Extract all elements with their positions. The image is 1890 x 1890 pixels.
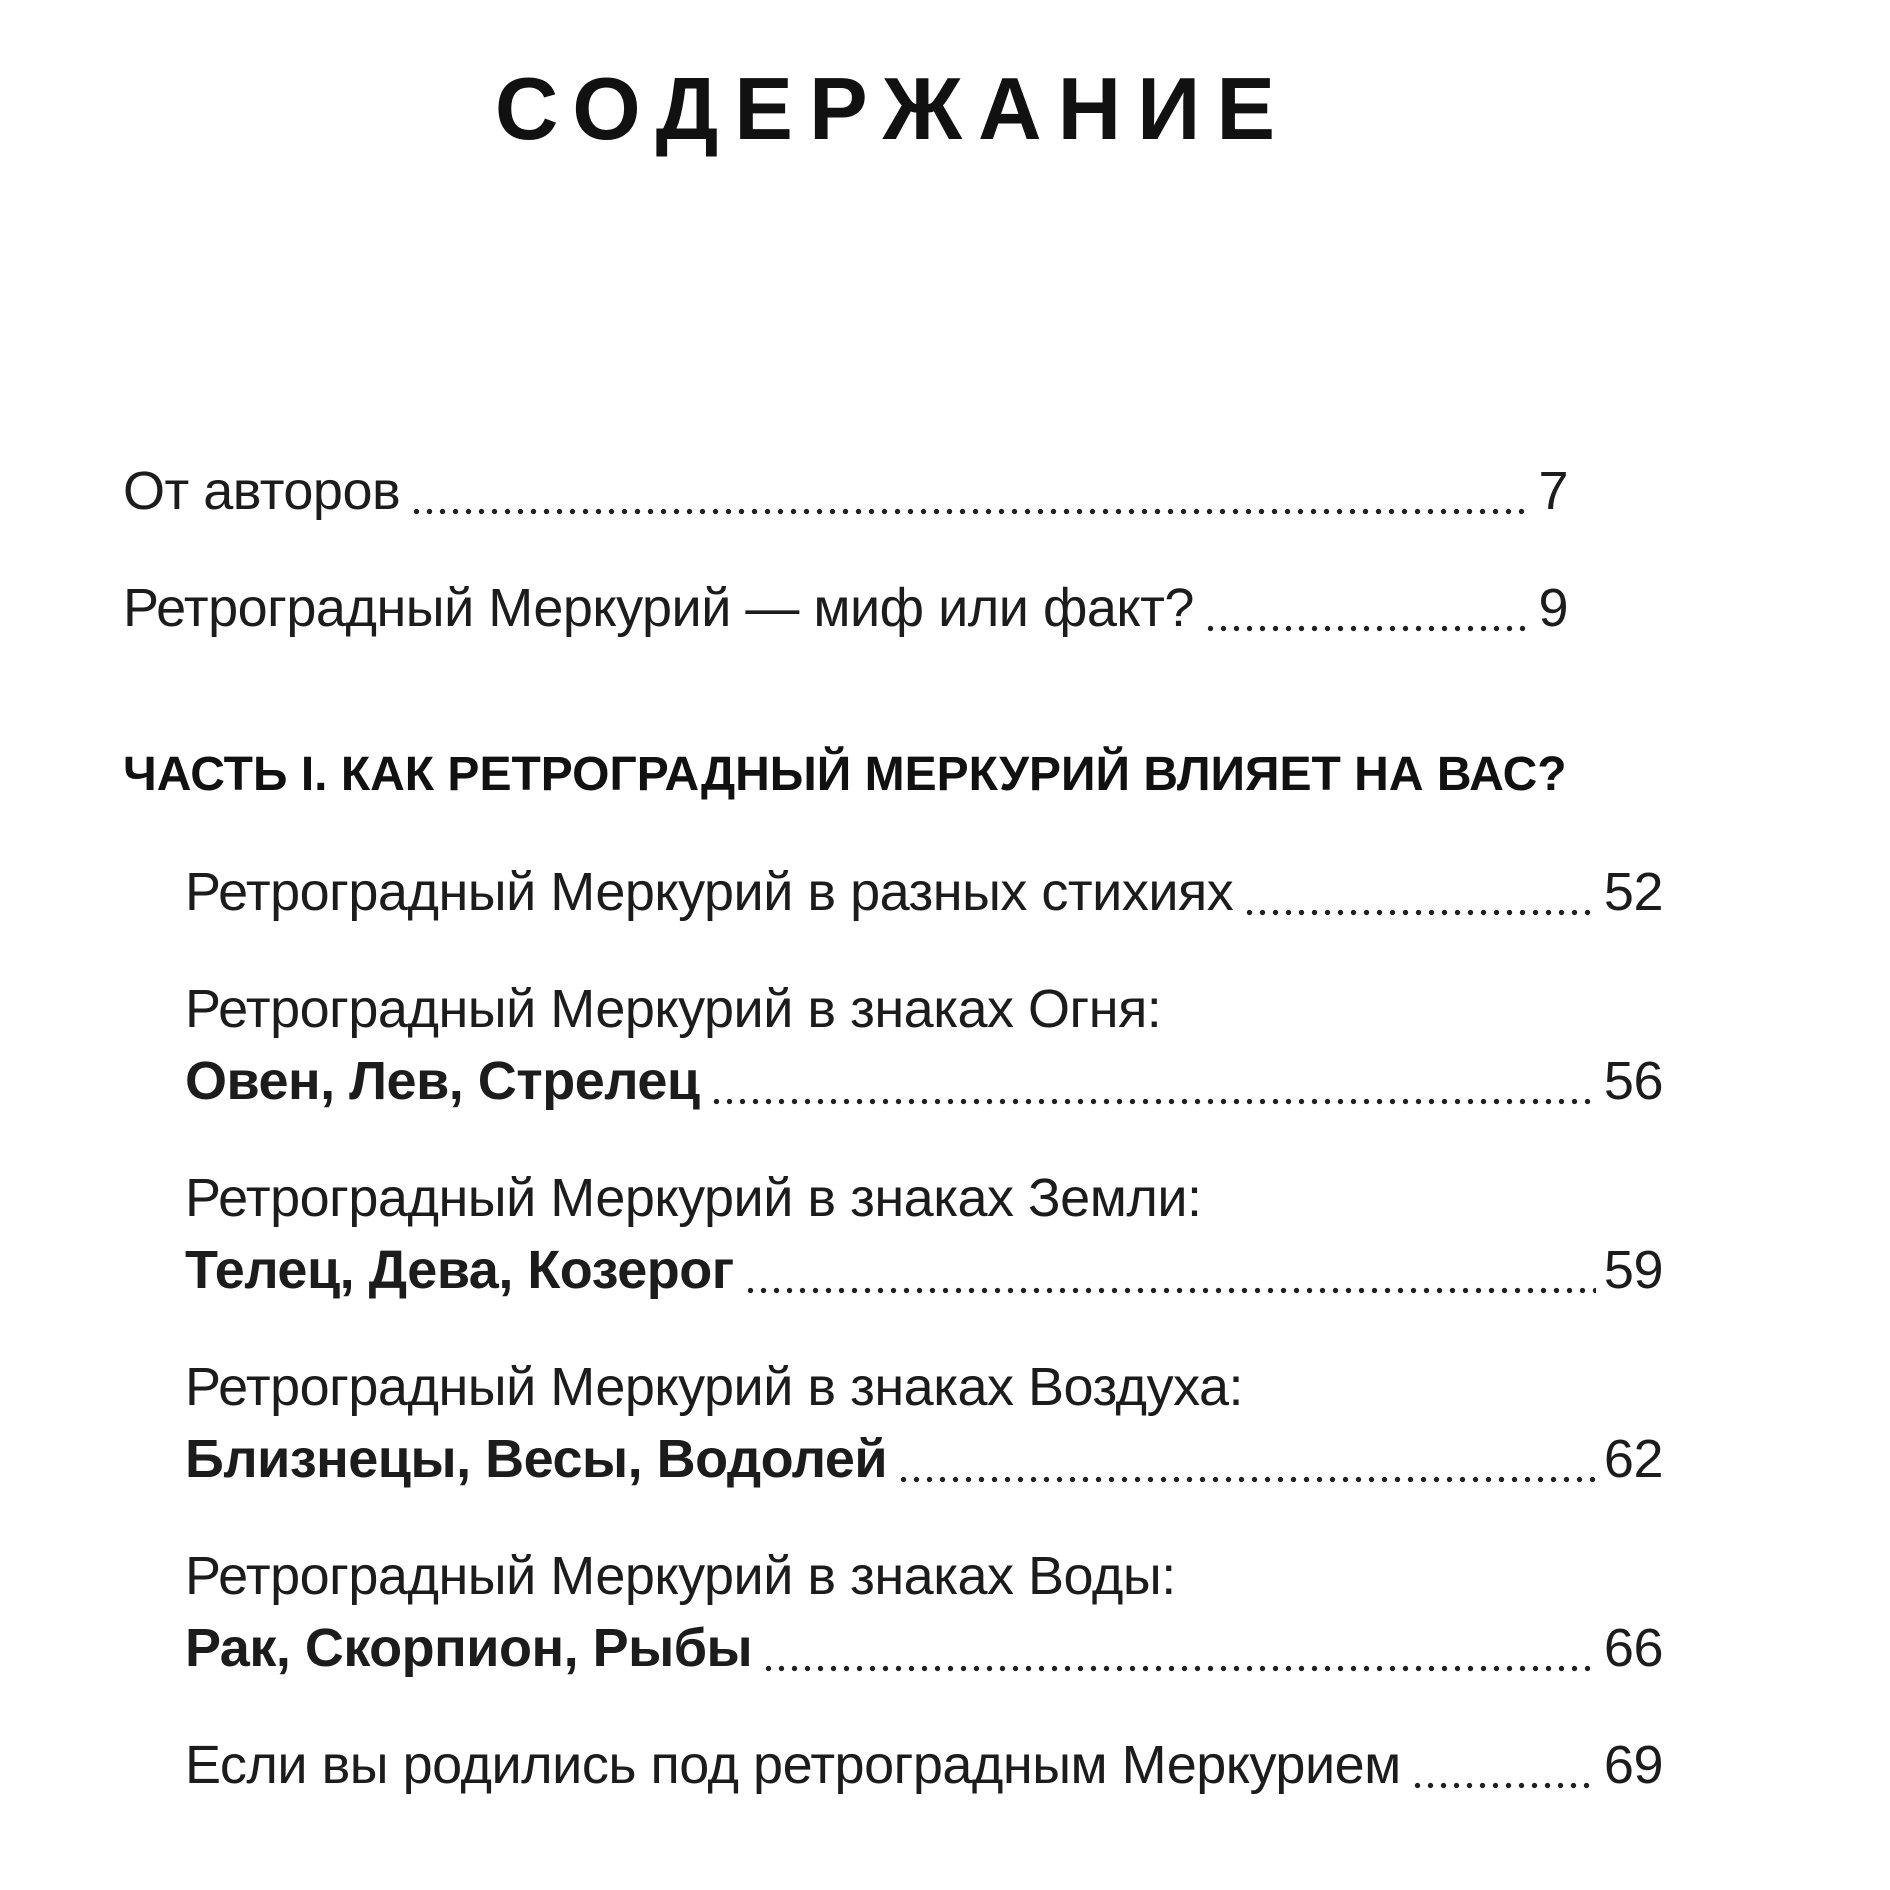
toc-entry-row	[185, 1045, 1663, 1117]
toc-entry	[185, 1162, 1663, 1306]
entry-label: Рак, Скорпион, Рыбы	[185, 1618, 753, 1678]
dotted-leader	[1243, 856, 1596, 928]
entry-label: Ретроградный Меркурий — миф или факт?	[123, 578, 1194, 638]
entry-label: Если вы родились под ретроградным Меркурием	[185, 1735, 1401, 1795]
entry-label: Телец, Дева, Козерог	[185, 1240, 734, 1300]
toc-entry	[123, 455, 1663, 527]
toc-entry	[185, 1729, 1663, 1801]
entry-label: Близнецы, Весы, Водолей	[185, 1429, 888, 1489]
page-number: 52	[1603, 862, 1663, 922]
toc-entry-row	[185, 1423, 1663, 1495]
entry-label: Овен, Лев, Стрелец	[185, 1051, 700, 1111]
toc-page	[123, 0, 1663, 1801]
toc-entry	[185, 973, 1663, 1117]
page-number: 56	[1603, 1051, 1663, 1111]
dotted-leader	[897, 1423, 1596, 1495]
toc-entry-row	[185, 1234, 1663, 1306]
entry-intro-line: Ретроградный Меркурий в знаках Земли:	[185, 1168, 1202, 1228]
toc-entry-row	[185, 1729, 1663, 1801]
entry-intro-line: Ретроградный Меркурий в знаках Огня:	[185, 979, 1162, 1039]
toc-entry	[185, 1540, 1663, 1684]
dotted-leader	[410, 455, 1530, 527]
dotted-leader	[1204, 572, 1531, 644]
page-number: 9	[1538, 578, 1568, 638]
part-header: ЧАСТЬ I. КАК РЕТРОГРАДНЫЙ МЕРКУРИЙ ВЛИЯЕТ НА ВАС?	[123, 748, 1567, 801]
toc-entry	[123, 572, 1663, 644]
dotted-leader	[744, 1234, 1596, 1306]
toc-entry-row	[185, 1612, 1663, 1684]
dotted-leader	[762, 1612, 1596, 1684]
page-number: 7	[1538, 461, 1568, 521]
entry-label: Ретроградный Меркурий в разных стихиях	[185, 862, 1234, 922]
page-title: СОДЕРЖАНИЕ	[494, 59, 1292, 158]
entry-intro-line: Ретроградный Меркурий в знаках Воздуха:	[185, 1357, 1243, 1417]
page-number: 66	[1603, 1618, 1663, 1678]
dotted-leader	[1411, 1729, 1596, 1801]
dotted-leader	[710, 1045, 1596, 1117]
page-number: 69	[1603, 1735, 1663, 1795]
entry-intro-line: Ретроградный Меркурий в знаках Воды:	[185, 1546, 1176, 1606]
page-number: 59	[1603, 1240, 1663, 1300]
entry-label: От авторов	[123, 461, 401, 521]
page-number: 62	[1603, 1429, 1663, 1489]
toc-entry-row	[185, 856, 1663, 928]
toc-entry	[185, 856, 1663, 928]
toc-entry	[185, 1351, 1663, 1495]
